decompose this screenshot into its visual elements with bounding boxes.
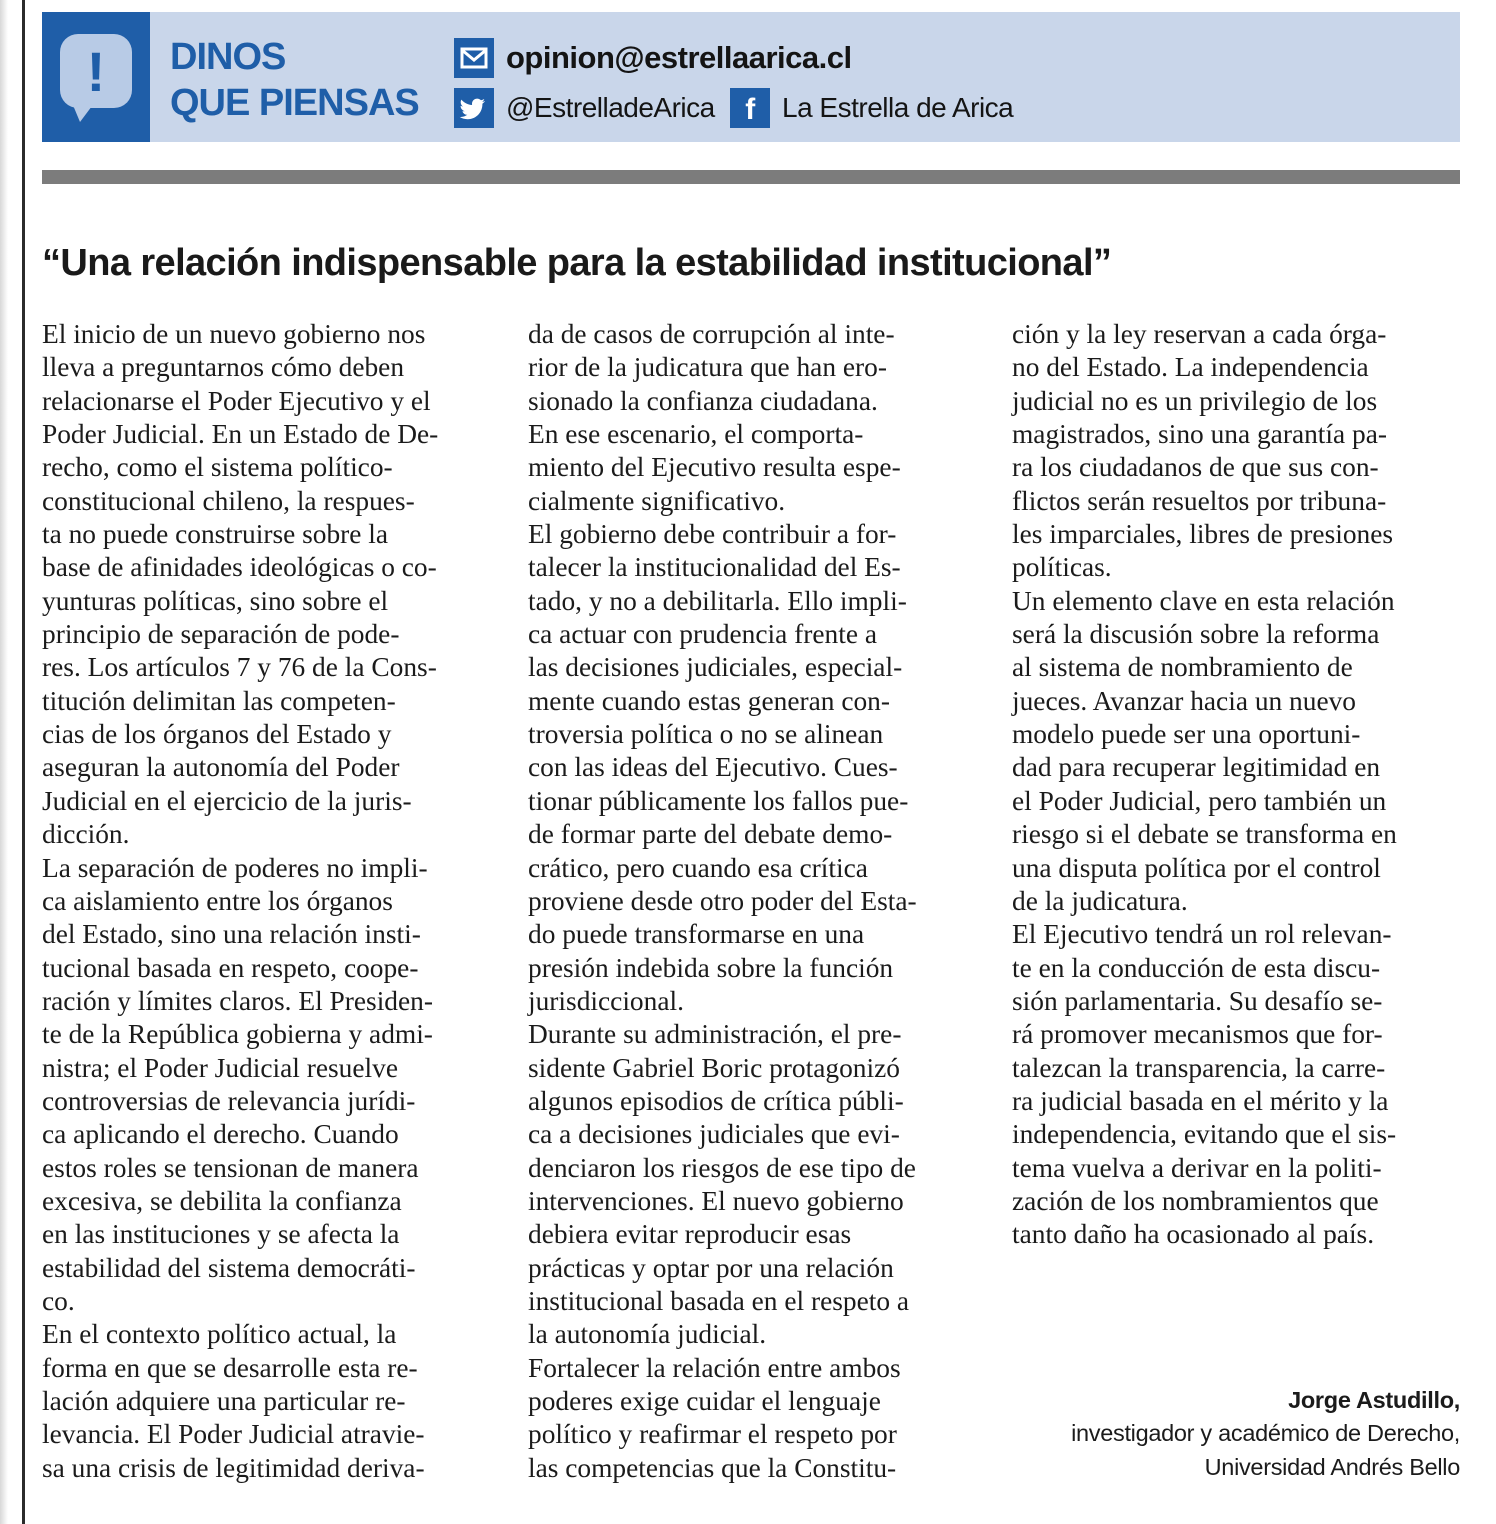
contact-twitter[interactable] [454,88,715,128]
article-line: tionar públicamente los fallos pue- [528,785,909,816]
article-line: no del Estado. La independencia [1012,352,1369,383]
article-line: tema vuelva a derivar en la politi- [1012,1152,1382,1183]
article-line: te en la conducción de esta discu- [1012,952,1381,983]
section-title-line1: DINOS [170,36,286,78]
facebook-icon: f [730,88,770,128]
article-column-1 [42,318,502,1485]
byline-role: investigador y académico de Derecho, [1071,1420,1460,1447]
section-title-line2: QUE PIENSAS [170,82,419,124]
article-line: la autonomía judicial. [528,1319,767,1350]
article-line: zación de los nombramientos que [1012,1185,1379,1216]
article-line: relacionarse el Poder Ejecutivo y el [42,385,431,416]
article-line: tado, y no a debilitarla. Ello impli- [528,585,907,616]
article-line: titución delimitan las competen- [42,685,396,716]
article-line: La separación de poderes no impli- [42,852,428,883]
article-line: estabilidad del sistema democráti- [42,1252,416,1283]
section-title [170,34,419,126]
article-line: tanto daño ha ocasionado al país. [1012,1219,1375,1250]
byline [1071,1384,1460,1484]
article-line: Durante su administración, el pre- [528,1019,902,1050]
article-line: co. [42,1285,75,1316]
opinion-header [42,12,1460,142]
article-line: Fortalecer la relación entre ambos [528,1352,901,1383]
article-line: prácticas y optar por una relación [528,1252,894,1283]
article-line: presión indebida sobre la función [528,952,894,983]
article-line: proviene desde otro poder del Esta- [528,885,917,916]
exclamation-icon: ! [86,40,106,103]
article-line: las decisiones judiciales, especial- [528,652,903,683]
article-line: Poder Judicial. En un Estado de De- [42,419,439,450]
article-line: base de afinidades ideológicas o co- [42,552,437,583]
article-line: constitucional chileno, la respues- [42,485,415,516]
article-line: El gobierno debe contribuir a for- [528,519,897,550]
article-line: ca aplicando el derecho. Cuando [42,1119,399,1150]
article-line: lación adquiere una particular re- [42,1386,406,1416]
article-line: nistra; el Poder Judicial resuelve [42,1052,398,1083]
byline-institution: Universidad Andrés Bello [1204,1453,1460,1480]
section-divider [42,170,1460,184]
article-line: intervenciones. El nuevo gobierno [528,1185,904,1216]
article-line: dicción. [42,819,130,850]
facebook-page[interactable]: La Estrella de Arica [782,92,1014,123]
article-line: ra los ciudadanos de que sus con- [1012,452,1379,483]
article-line: jueces. Avanzar hacia un nuevo [1012,685,1356,716]
article-line: sidente Gabriel Boric protagonizó [528,1052,900,1083]
article-line: En el contexto político actual, la [42,1319,397,1350]
email-address[interactable]: opinion@estrellaarica.cl [506,40,852,75]
article-line: rá promover mecanismos que for- [1012,1019,1383,1050]
article-line: troversia política o no se alinean [528,719,884,750]
article-line: crático, pero cuando esa crítica [528,852,868,883]
article-line: levancia. El Poder Judicial atravie- [42,1419,425,1450]
article-line: judicial no es un privilegio de los [1012,385,1378,416]
article-line: aseguran la autonomía del Poder [42,752,400,783]
article-line: debiera evitar reproducir esas [528,1219,852,1250]
article-line: poderes exige cuidar el lenguaje [528,1386,881,1416]
article-column-2 [528,318,988,1485]
article-line: da de casos de corrupción al inte- [528,319,895,349]
article-line: recho, como el sistema político- [42,452,393,483]
article-line: Judicial en el ejercicio de la juris- [42,785,412,816]
article-line: con las ideas del Ejecutivo. Cues- [528,752,898,783]
article-line: ca a decisiones judiciales que evi- [528,1119,900,1150]
page-edge-shadow [0,0,8,1524]
article-line: de formar parte del debate demo- [528,819,893,850]
article-line: modelo puede ser una oportuni- [1012,719,1361,750]
article-line: dad para recuperar legitimidad en [1012,752,1381,783]
mail-icon [454,38,494,78]
article-line: ra judicial basada en el mérito y la [1012,1085,1389,1116]
article-line: El Ejecutivo tendrá un rol relevan- [1012,919,1392,950]
article-line: Un elemento clave en esta relación [1012,585,1395,616]
header-badge [42,12,150,142]
article-line: yunturas políticas, sino sobre el [42,585,389,616]
article-line: ción y la ley reservan a cada órga- [1012,319,1387,349]
article-line: institucional basada en el respeto a [528,1285,910,1316]
column-rule [22,0,25,1524]
article-line: jurisdiccional. [528,985,684,1016]
article-line: les imparciales, libres de presiones [1012,519,1394,550]
article-line: denciaron los riesgos de ese tipo de [528,1152,916,1183]
article-line: excesiva, se debilita la confianza [42,1185,402,1216]
article-line: las competencias que la Constitu- [528,1452,897,1483]
twitter-icon [454,88,494,128]
article-line: del Estado, sino una relación insti- [42,919,421,950]
article-line: forma en que se desarrolle esta re- [42,1352,418,1383]
article-line: lleva a preguntarnos cómo deben [42,352,405,383]
article-line: políticas. [1012,552,1112,583]
article-line: El inicio de un nuevo gobierno nos [42,319,426,349]
article-line: ración y límites claros. El Presiden- [42,985,433,1016]
article-line: rior de la judicatura que han ero- [528,352,887,383]
article-line: te de la República gobierna y admi- [42,1019,433,1050]
article-line: ca aislamiento entre los órganos [42,885,393,916]
article-line: mente cuando estas generan con- [528,685,891,716]
article-line: res. Los artículos 7 y 76 de la Cons- [42,652,437,683]
article-line: do puede transformarse en una [528,919,865,950]
article-line: controversias de relevancia jurídi- [42,1085,416,1116]
article-line: ta no puede construirse sobre la [42,519,389,550]
article-line: será la discusión sobre la reforma [1012,619,1380,650]
article-line: principio de separación de pode- [42,619,400,650]
article-line: cialmente significativo. [528,485,786,516]
article-line: de la judicatura. [1012,885,1188,916]
article-headline: “Una relación indispensable para la estabilidad institucional” [42,242,1112,284]
article-column-3 [1012,318,1472,1252]
article-line: estos roles se tensionan de manera [42,1152,419,1183]
article-line: independencia, evitando que el sis- [1012,1119,1397,1150]
article-line: miento del Ejecutivo resulta espe- [528,452,901,483]
article-line: sa una crisis de legitimidad deriva- [42,1452,425,1483]
article-line: cias de los órganos del Estado y [42,719,392,750]
article-line: talecer la institucionalidad del Es- [528,552,901,583]
article-line: ca actuar con prudencia frente a [528,619,878,650]
byline-author: Jorge Astudillo, [1288,1387,1460,1413]
article-line: flictos serán resueltos por tribuna- [1012,485,1387,516]
contact-email[interactable] [454,38,852,78]
article-line: En ese escenario, el comporta- [528,419,864,450]
article-line: en las instituciones y se afecta la [42,1219,400,1250]
article-line: político y reafirmar el respeto por [528,1419,897,1450]
article-line: talezcan la transparencia, la carre- [1012,1052,1386,1083]
contact-facebook[interactable] [730,88,1013,128]
twitter-handle[interactable]: @EstrelladeArica [506,92,715,123]
article-line: el Poder Judicial, pero también un [1012,785,1387,816]
article-line: algunos episodios de crítica públi- [528,1085,904,1116]
article-line: al sistema de nombramiento de [1012,652,1353,683]
article-line: magistrados, sino una garantía pa- [1012,419,1387,450]
article-line: sionado la confianza ciudadana. [528,385,878,416]
article-line: tucional basada en respeto, coope- [42,952,419,983]
article-line: sión parlamentaria. Su desafío se- [1012,985,1383,1016]
article-line: riesgo si el debate se transforma en [1012,819,1397,850]
article-line: una disputa política por el control [1012,852,1381,883]
